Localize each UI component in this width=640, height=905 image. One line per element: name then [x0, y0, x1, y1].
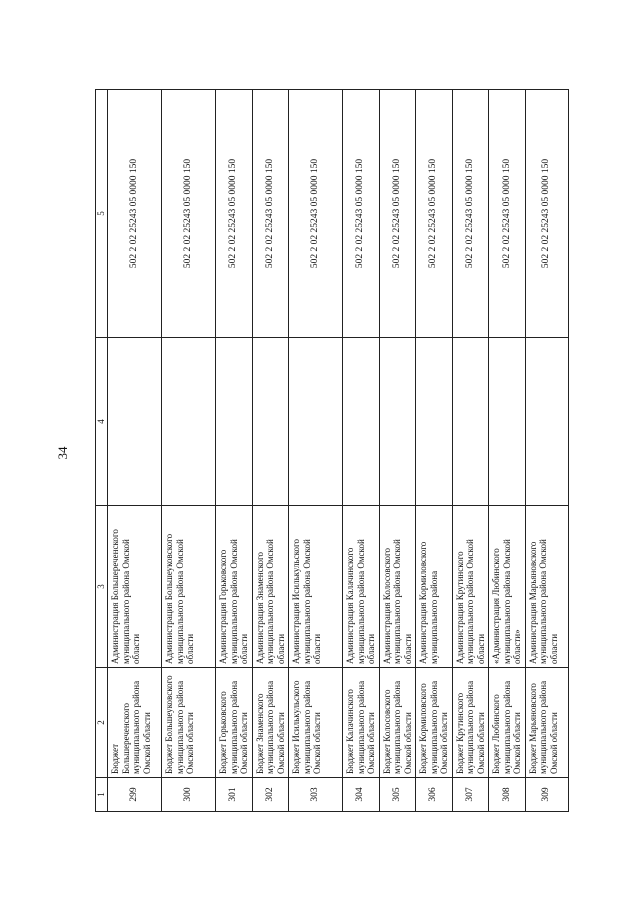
- rotated-table-wrapper: [95, 90, 559, 812]
- column-4-cell: [525, 338, 568, 506]
- table-row: [525, 90, 568, 812]
- budget-name: Бюджет Колосовского муниципального района Омской области: [379, 668, 416, 778]
- budget-name: Бюджет Крутинского муниципального района Омской области: [452, 668, 489, 778]
- administrator-name: Администрация Знаменского муниципального района Омской области: [252, 506, 289, 668]
- table-row: [416, 90, 453, 812]
- budget-classification-code: 502 2 02 25243 05 0000 150: [108, 90, 162, 338]
- column-4-cell: [108, 338, 162, 506]
- budget-name: Бюджет Марьяновского муниципального района Омской области: [525, 668, 568, 778]
- table-row: [452, 90, 489, 812]
- header-col-1: 1: [96, 778, 108, 812]
- budget-name: Бюджет Любинского муниципального района Омской области: [489, 668, 526, 778]
- header-col-5: 5: [96, 90, 108, 338]
- budget-name: Бюджет Знаменского муниципального района Омской области: [252, 668, 289, 778]
- header-col-2: 2: [96, 668, 108, 778]
- administrator-name: Администрация Калачинского муниципального района Омской области: [343, 506, 380, 668]
- page-number: 34: [55, 446, 70, 460]
- budget-classification-code: 502 2 02 25243 05 0000 150: [162, 90, 216, 338]
- administrator-name: Администрация Большереченского муниципального района Омской области: [108, 506, 162, 668]
- budget-name: Бюджет Большереченского муниципального района Омской области: [108, 668, 162, 778]
- budget-classification-code: 502 2 02 25243 05 0000 150: [489, 90, 526, 338]
- budget-name: Бюджет Исилькульского муниципального района Омской области: [289, 668, 343, 778]
- budget-classification-code: 502 2 02 25243 05 0000 150: [452, 90, 489, 338]
- table-header-row: [96, 90, 108, 812]
- header-col-4: 4: [96, 338, 108, 506]
- table-row: [489, 90, 526, 812]
- table-row: [216, 90, 253, 812]
- table-row: [108, 90, 162, 812]
- row-number: 305: [379, 778, 416, 812]
- row-number: 302: [252, 778, 289, 812]
- row-number: 304: [343, 778, 380, 812]
- table-body: [96, 90, 569, 812]
- row-number: 303: [289, 778, 343, 812]
- administrator-name: Администрация Кормиловского муниципального района: [416, 506, 453, 668]
- table-row: [252, 90, 289, 812]
- table-row: [343, 90, 380, 812]
- row-number: 306: [416, 778, 453, 812]
- column-4-cell: [252, 338, 289, 506]
- row-number: 309: [525, 778, 568, 812]
- column-4-cell: [379, 338, 416, 506]
- column-4-cell: [452, 338, 489, 506]
- budget-classification-code: 502 2 02 25243 05 0000 150: [379, 90, 416, 338]
- table-row: [289, 90, 343, 812]
- row-number: 301: [216, 778, 253, 812]
- budget-classification-code: 502 2 02 25243 05 0000 150: [525, 90, 568, 338]
- administrator-name: Администрация Крутинского муниципального района Омской области: [452, 506, 489, 668]
- administrator-name: «Администрация Любинского муниципального района Омской области»: [489, 506, 526, 668]
- administrator-name: Администрация Большеуковского муниципального района Омской области: [162, 506, 216, 668]
- row-number: 299: [108, 778, 162, 812]
- administrator-name: Администрация Марьяновского муниципального района Омской области: [525, 506, 568, 668]
- row-number: 308: [489, 778, 526, 812]
- administrator-name: Администрация Горьковского муниципального района Омской области: [216, 506, 253, 668]
- column-4-cell: [162, 338, 216, 506]
- budget-classification-code: 502 2 02 25243 05 0000 150: [289, 90, 343, 338]
- budget-name: Бюджет Кормиловского муниципального района Омской области: [416, 668, 453, 778]
- column-4-cell: [343, 338, 380, 506]
- column-4-cell: [289, 338, 343, 506]
- administrator-name: Администрация Исилькульского муниципального района Омской области: [289, 506, 343, 668]
- administrator-name: Администрация Колосовского муниципального района Омской области: [379, 506, 416, 668]
- budget-classification-code: 502 2 02 25243 05 0000 150: [343, 90, 380, 338]
- column-4-cell: [489, 338, 526, 506]
- budget-name: Бюджет Горьковского муниципального района Омской области: [216, 668, 253, 778]
- budget-classification-code: 502 2 02 25243 05 0000 150: [216, 90, 253, 338]
- budget-classification-code: 502 2 02 25243 05 0000 150: [416, 90, 453, 338]
- budget-name: Бюджет Калачинского муниципального района Омской области: [343, 668, 380, 778]
- table-row: [162, 90, 216, 812]
- column-4-cell: [416, 338, 453, 506]
- row-number: 307: [452, 778, 489, 812]
- budget-name: Бюджет Большеуковского муниципального района Омской области: [162, 668, 216, 778]
- row-number: 300: [162, 778, 216, 812]
- budget-table: [95, 89, 569, 812]
- budget-classification-code: 502 2 02 25243 05 0000 150: [252, 90, 289, 338]
- column-4-cell: [216, 338, 253, 506]
- table-row: [379, 90, 416, 812]
- header-col-3: 3: [96, 506, 108, 668]
